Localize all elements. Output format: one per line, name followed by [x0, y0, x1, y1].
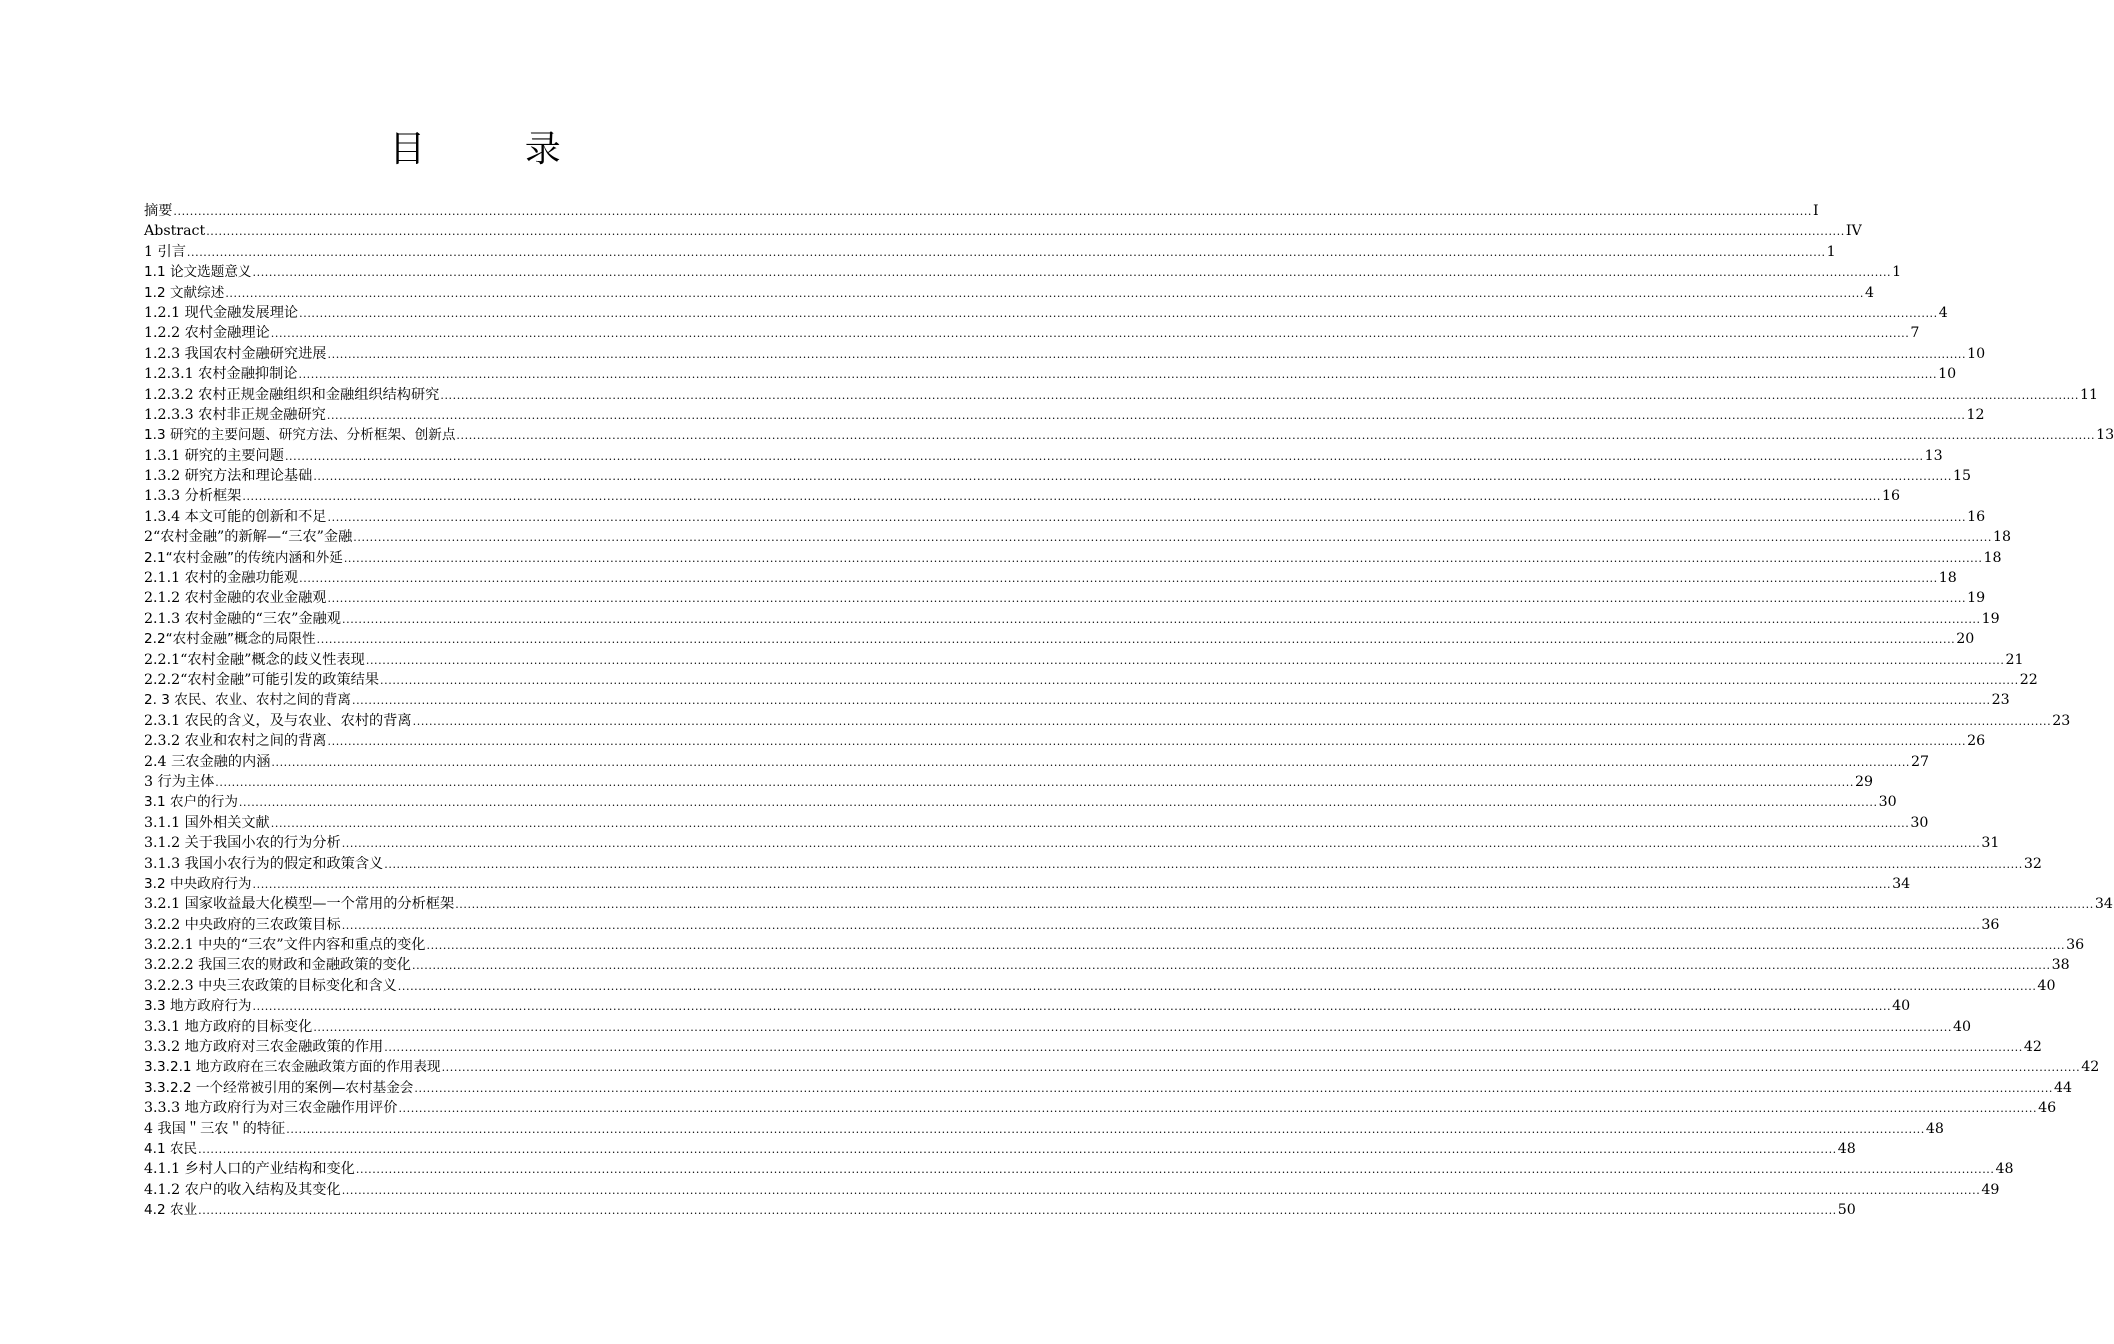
toc-entry[interactable]	[144, 507, 1986, 527]
toc-entry[interactable]	[144, 792, 1897, 812]
toc-entry-page-number: 36	[1981, 916, 2000, 933]
toc-entry[interactable]	[144, 221, 1862, 241]
dot-leader: ................................................................................................................................................................................................................................................................................................................................................................................................................	[351, 694, 1991, 708]
dot-leader: ................................................................................................................................................................................................................................................................................................................................................................................................................	[426, 939, 2066, 953]
toc-entry-label: 2.2.1“农村金融”概念的歧义性表现	[144, 651, 365, 668]
toc-entry-page-number: 23	[2052, 712, 2071, 729]
toc-entry-label: 1.2.1 现代金融发展理论	[144, 304, 299, 321]
dot-leader: ................................................................................................................................................................................................................................................................................................................................................................................................................	[341, 837, 1981, 851]
toc-entry[interactable]	[144, 935, 2085, 955]
toc-entry-page-number: 10	[1967, 345, 1986, 362]
dot-leader: ................................................................................................................................................................................................................................................................................................................................................................................................................	[398, 1102, 2038, 1116]
toc-entry-page-number: 29	[1854, 773, 1873, 790]
dot-leader: ................................................................................................................................................................................................................................................................................................................................................................................................................	[343, 551, 1983, 565]
dot-leader: ................................................................................................................................................................................................................................................................................................................................................................................................................	[298, 368, 1938, 382]
toc-entry-label: 1 引言	[144, 243, 186, 260]
toc-entry[interactable]	[144, 466, 1972, 486]
toc-entry-label: 4.1.1 乡村人口的产业结构和变化	[144, 1161, 355, 1178]
toc-entry-label: 2.4 三农金融的内涵	[144, 753, 271, 770]
toc-entry-page-number: 46	[2038, 1100, 2057, 1117]
dot-leader: ................................................................................................................................................................................................................................................................................................................................................................................................................	[284, 449, 1924, 463]
dot-leader: ................................................................................................................................................................................................................................................................................................................................................................................................................	[326, 408, 1966, 422]
toc-entry[interactable]	[144, 303, 1948, 323]
toc-entry[interactable]	[144, 894, 2113, 914]
toc-entry-page-number: 12	[1966, 406, 1985, 423]
toc-entry[interactable]	[144, 731, 1986, 751]
toc-entry-page-number: 40	[1952, 1018, 1972, 1035]
toc-entry-label: 4 我国＂三农＂的特征	[144, 1120, 286, 1137]
toc-entry-label: 3.2.2 中央政府的三农政策目标	[144, 916, 341, 933]
toc-entry[interactable]	[144, 568, 1957, 588]
toc-entry-page-number: 19	[1981, 610, 2000, 627]
toc-entry[interactable]	[144, 527, 2011, 547]
toc-entry[interactable]	[144, 1159, 2014, 1179]
dot-leader: ................................................................................................................................................................................................................................................................................................................................................................................................................	[397, 979, 2037, 993]
dot-leader: ................................................................................................................................................................................................................................................................................................................................................................................................................	[412, 714, 2052, 728]
toc-entry-page-number: 48	[1837, 1140, 1856, 1157]
dot-leader: ................................................................................................................................................................................................................................................................................................................................................................................................................	[380, 673, 2019, 687]
toc-entry-page-number: 34	[2094, 896, 2113, 913]
dot-leader: ................................................................................................................................................................................................................................................................................................................................................................................................................	[173, 205, 1813, 218]
toc-entry-page-number: 1	[1826, 243, 1836, 260]
dot-leader: ................................................................................................................................................................................................................................................................................................................................................................................................................	[441, 1061, 2081, 1075]
toc-entry-label: 3.1.3 我国小农行为的假定和政策含义	[144, 855, 384, 872]
toc-entry[interactable]	[144, 1180, 2000, 1200]
toc-entry[interactable]	[144, 955, 2070, 975]
dot-leader: ................................................................................................................................................................................................................................................................................................................................................................................................................	[327, 592, 1967, 606]
toc-entry-label: 1.3.1 研究的主要问题	[144, 447, 284, 464]
dot-leader: ................................................................................................................................................................................................................................................................................................................................................................................................................	[299, 306, 1938, 320]
toc-entry-label: 1.2.3.3 农村非正规金融研究	[144, 406, 326, 423]
toc-entry[interactable]	[144, 446, 1943, 466]
table-of-contents	[144, 201, 2114, 1221]
toc-entry[interactable]	[144, 976, 2056, 996]
dot-leader: ................................................................................................................................................................................................................................................................................................................................................................................................................	[342, 612, 1981, 626]
toc-entry-label: Abstract	[144, 223, 206, 240]
toc-entry-label: 2.1“农村金融”的传统内涵和外延	[144, 549, 343, 566]
toc-entry-label: 3.3.1 地方政府的目标变化	[144, 1018, 313, 1035]
toc-entry[interactable]	[144, 1078, 2073, 1098]
dot-leader: ................................................................................................................................................................................................................................................................................................................................................................................................................	[316, 633, 1956, 647]
dot-leader: ................................................................................................................................................................................................................................................................................................................................................................................................................	[456, 429, 2096, 443]
toc-title: 目 录	[389, 129, 605, 170]
toc-entry-page-number: 42	[2081, 1059, 2100, 1076]
toc-entry[interactable]	[144, 486, 1901, 506]
dot-leader: ................................................................................................................................................................................................................................................................................................................................................................................................................	[252, 266, 1892, 280]
dot-leader: ................................................................................................................................................................................................................................................................................................................................................................................................................	[353, 531, 1992, 545]
toc-entry-label: 3.3.3 地方政府行为对三农金融作用评价	[144, 1100, 398, 1117]
toc-entry-label: 2.1.2 农村金融的农业金融观	[144, 590, 327, 607]
toc-entry-page-number: 44	[2054, 1079, 2073, 1096]
toc-entry-label: 3.2.2.2 我国三农的财政和金融政策的变化	[144, 957, 411, 974]
toc-entry[interactable]	[144, 670, 2038, 690]
toc-entry-label: 2.3.1 农民的含义，及与农业、农村的背离	[144, 712, 412, 729]
toc-entry[interactable]	[144, 915, 2000, 935]
dot-leader: ................................................................................................................................................................................................................................................................................................................................................................................................................	[271, 755, 1911, 769]
toc-entry-label: 3.1.1 国外相关文献	[144, 814, 270, 831]
dot-leader: ................................................................................................................................................................................................................................................................................................................................................................................................................	[238, 796, 1878, 810]
dot-leader: ................................................................................................................................................................................................................................................................................................................................................................................................................	[341, 918, 1981, 932]
toc-entry-label: 3 行为主体	[144, 773, 215, 790]
toc-entry-page-number: 16	[1967, 508, 1986, 525]
dot-leader: ................................................................................................................................................................................................................................................................................................................................................................................................................	[198, 1204, 1837, 1218]
toc-entry-page-number: I	[1813, 203, 1819, 219]
toc-entry[interactable]	[144, 690, 2010, 710]
toc-entry[interactable]	[144, 854, 2042, 874]
toc-entry[interactable]	[144, 1139, 1856, 1159]
toc-entry-page-number: 21	[2005, 651, 2024, 668]
dot-leader: ................................................................................................................................................................................................................................................................................................................................................................................................................	[252, 877, 1892, 891]
toc-entry-label: 1.3.3 分析框架	[144, 488, 242, 505]
toc-entry-label: 3.1 农户的行为	[144, 794, 238, 811]
toc-entry-page-number: 23	[1991, 692, 2010, 709]
dot-leader: ................................................................................................................................................................................................................................................................................................................................................................................................................	[225, 286, 1864, 300]
toc-entry-page-number: 18	[1938, 570, 1957, 587]
dot-leader: ................................................................................................................................................................................................................................................................................................................................................................................................................	[327, 347, 1967, 361]
dot-leader: ................................................................................................................................................................................................................................................................................................................................................................................................................	[384, 857, 2023, 871]
dot-leader: ................................................................................................................................................................................................................................................................................................................................................................................................................	[341, 1183, 1981, 1197]
toc-entry-page-number: 48	[1925, 1120, 1944, 1137]
toc-entry-page-number: 20	[1956, 631, 1975, 648]
toc-entry-page-number: 30	[1910, 814, 1929, 831]
dot-leader: ................................................................................................................................................................................................................................................................................................................................................................................................................	[198, 1142, 1837, 1156]
toc-entry[interactable]	[144, 548, 2002, 568]
toc-entry-page-number: 13	[1924, 447, 1943, 464]
toc-entry-page-number: 42	[2023, 1039, 2042, 1056]
dot-leader: ................................................................................................................................................................................................................................................................................................................................................................................................................	[327, 510, 1967, 524]
toc-entry-page-number: 38	[2051, 957, 2070, 974]
toc-entry[interactable]	[144, 364, 1957, 384]
toc-entry-label: 2.2.2“农村金融”可能引发的政策结果	[144, 671, 380, 688]
toc-entry-page-number: 40	[2037, 977, 2056, 994]
toc-entry-page-number: 11	[2079, 386, 2099, 403]
toc-entry[interactable]	[144, 813, 1929, 833]
toc-entry[interactable]	[144, 996, 1911, 1016]
toc-entry[interactable]	[144, 1119, 1944, 1139]
toc-entry[interactable]	[144, 588, 1986, 608]
dot-leader: ................................................................................................................................................................................................................................................................................................................................................................................................................	[327, 735, 1967, 749]
dot-leader: ................................................................................................................................................................................................................................................................................................................................................................................................................	[252, 1000, 1892, 1014]
toc-entry[interactable]	[144, 629, 1975, 649]
toc-entry-label: 3.2.2.1 中央的“三农”文件内容和重点的变化	[144, 937, 426, 954]
toc-entry-label: 3.3.2.1 地方政府在三农金融政策方面的作用表现	[144, 1059, 441, 1076]
toc-entry[interactable]	[144, 874, 1911, 894]
toc-entry-label: 2.1.1 农村的金融功能观	[144, 570, 299, 587]
toc-entry-label: 3.2.1 国家收益最大化模型—一个常用的分析框架	[144, 896, 455, 913]
toc-entry[interactable]	[144, 1098, 2057, 1118]
dot-leader: ................................................................................................................................................................................................................................................................................................................................................................................................................	[414, 1081, 2054, 1095]
dot-leader: ................................................................................................................................................................................................................................................................................................................................................................................................................	[313, 1020, 1952, 1034]
toc-entry-page-number: 10	[1938, 366, 1957, 383]
toc-entry-label: 1.2 文献综述	[144, 284, 225, 301]
toc-entry[interactable]	[144, 405, 1985, 425]
toc-entry-page-number: 7	[1910, 325, 1920, 342]
toc-entry[interactable]	[144, 1017, 1972, 1037]
toc-entry-label: 4.1.2 农户的收入结构及其变化	[144, 1181, 341, 1198]
toc-entry-page-number: 1	[1892, 264, 1902, 281]
dot-leader: ................................................................................................................................................................................................................................................................................................................................................................................................................	[186, 245, 1826, 259]
toc-entry-page-number: 36	[2066, 937, 2085, 954]
toc-entry-label: 3.2.2.3 中央三农政策的目标变化和含义	[144, 977, 397, 994]
toc-entry[interactable]	[144, 1037, 2042, 1057]
toc-entry-label: 1.3.2 研究方法和理论基础	[144, 468, 313, 485]
toc-entry-page-number: 16	[1882, 488, 1901, 505]
toc-entry[interactable]	[144, 323, 1920, 343]
dot-leader: ................................................................................................................................................................................................................................................................................................................................................................................................................	[242, 490, 1881, 504]
toc-entry[interactable]	[144, 344, 1986, 364]
dot-leader: ................................................................................................................................................................................................................................................................................................................................................................................................................	[286, 1122, 1925, 1136]
dot-leader: ................................................................................................................................................................................................................................................................................................................................................................................................................	[355, 1163, 1995, 1177]
toc-entry-label: 3.1.2 关于我国小农的行为分析	[144, 835, 341, 852]
dot-leader: ................................................................................................................................................................................................................................................................................................................................................................................................................	[365, 653, 2005, 667]
dot-leader: ................................................................................................................................................................................................................................................................................................................................................................................................................	[299, 572, 1938, 586]
toc-entry[interactable]	[144, 650, 2024, 670]
toc-entry-page-number: 22	[2019, 671, 2038, 688]
toc-entry-page-number: 4	[1938, 304, 1948, 321]
toc-entry-label: 1.2.2 农村金融理论	[144, 325, 270, 342]
toc-entry[interactable]	[144, 1057, 2100, 1077]
toc-entry-page-number: 18	[1992, 529, 2011, 546]
toc-entry[interactable]	[144, 242, 1836, 262]
toc-entry-label: 2.2“农村金融”概念的局限性	[144, 631, 316, 648]
dot-leader: ................................................................................................................................................................................................................................................................................................................................................................................................................	[270, 327, 1910, 341]
toc-entry-label: 4.1 农民	[144, 1140, 198, 1157]
toc-entry-page-number: 19	[1967, 590, 1986, 607]
toc-entry-page-number: 34	[1892, 875, 1911, 892]
toc-entry-label: 2.1.3 农村金融的“三农”金融观	[144, 610, 341, 627]
toc-entry[interactable]	[144, 262, 1902, 282]
toc-entry-page-number: 50	[1837, 1202, 1856, 1219]
toc-entry-page-number: 49	[1981, 1181, 2000, 1198]
toc-entry-page-number: 13	[2096, 427, 2114, 444]
toc-entry[interactable]	[144, 711, 2071, 731]
toc-entry[interactable]	[144, 385, 2099, 405]
toc-entry-label: 4.2 农业	[144, 1202, 198, 1219]
toc-entry[interactable]	[144, 283, 1874, 303]
toc-entry-label: 2“农村金融”的新解—“三农”金融	[144, 529, 353, 546]
toc-entry-label: 3.3.2 地方政府对三农金融政策的作用	[144, 1039, 384, 1056]
dot-leader: ................................................................................................................................................................................................................................................................................................................................................................................................................	[206, 225, 1845, 239]
toc-entry-label: 1.3 研究的主要问题、研究方法、分析框架、创新点	[144, 427, 456, 444]
dot-leader: ................................................................................................................................................................................................................................................................................................................................................................................................................	[455, 898, 2094, 912]
toc-entry-page-number: 18	[1983, 549, 2002, 566]
dot-leader: ................................................................................................................................................................................................................................................................................................................................................................................................................	[313, 470, 1952, 484]
toc-entry-label: 2. 3 农民、农业、农村之间的背离	[144, 692, 351, 709]
toc-entry-page-number: 31	[1981, 835, 2000, 852]
toc-entry[interactable]	[144, 772, 1873, 792]
toc-entry-page-number: 27	[1911, 753, 1930, 770]
toc-entry[interactable]	[144, 833, 2000, 853]
toc-entry[interactable]	[144, 609, 2000, 629]
toc-entry-label: 3.3 地方政府行为	[144, 998, 252, 1015]
toc-entry-page-number: 26	[1967, 733, 1986, 750]
toc-entry-page-number: 40	[1892, 998, 1911, 1015]
toc-entry-label: 摘要	[144, 203, 173, 219]
toc-entry-label: 3.3.2.2 一个经常被引用的案例—农村基金会	[144, 1079, 414, 1096]
dot-leader: ................................................................................................................................................................................................................................................................................................................................................................................................................	[440, 388, 2079, 402]
toc-entry-page-number: IV	[1845, 223, 1862, 240]
toc-entry-label: 1.3.4 本文可能的创新和不足	[144, 508, 327, 525]
toc-entry[interactable]	[144, 752, 1930, 772]
toc-entry-label: 1.2.3.2 农村正规金融组织和金融组织结构研究	[144, 386, 440, 403]
toc-entry-page-number: 30	[1878, 794, 1897, 811]
toc-entry-page-number: 15	[1952, 468, 1972, 485]
toc-entry-label: 1.1 论文选题意义	[144, 264, 252, 281]
dot-leader: ................................................................................................................................................................................................................................................................................................................................................................................................................	[384, 1041, 2023, 1055]
toc-entry[interactable]	[144, 1200, 1856, 1220]
dot-leader: ................................................................................................................................................................................................................................................................................................................................................................................................................	[215, 775, 1854, 789]
toc-entry-label: 1.2.3.1 农村金融抑制论	[144, 366, 298, 383]
toc-entry-label: 2.3.2 农业和农村之间的背离	[144, 733, 327, 750]
toc-entry-label: 3.2 中央政府行为	[144, 875, 252, 892]
toc-entry-page-number: 4	[1864, 284, 1874, 301]
dot-leader: ................................................................................................................................................................................................................................................................................................................................................................................................................	[270, 816, 1910, 830]
toc-entry[interactable]	[144, 425, 2114, 445]
toc-entry-page-number: 48	[1995, 1161, 2014, 1178]
toc-entry[interactable]	[144, 201, 1819, 221]
dot-leader: ................................................................................................................................................................................................................................................................................................................................................................................................................	[411, 959, 2051, 973]
toc-entry-label: 1.2.3 我国农村金融研究进展	[144, 345, 327, 362]
toc-entry-page-number: 32	[2023, 855, 2042, 872]
